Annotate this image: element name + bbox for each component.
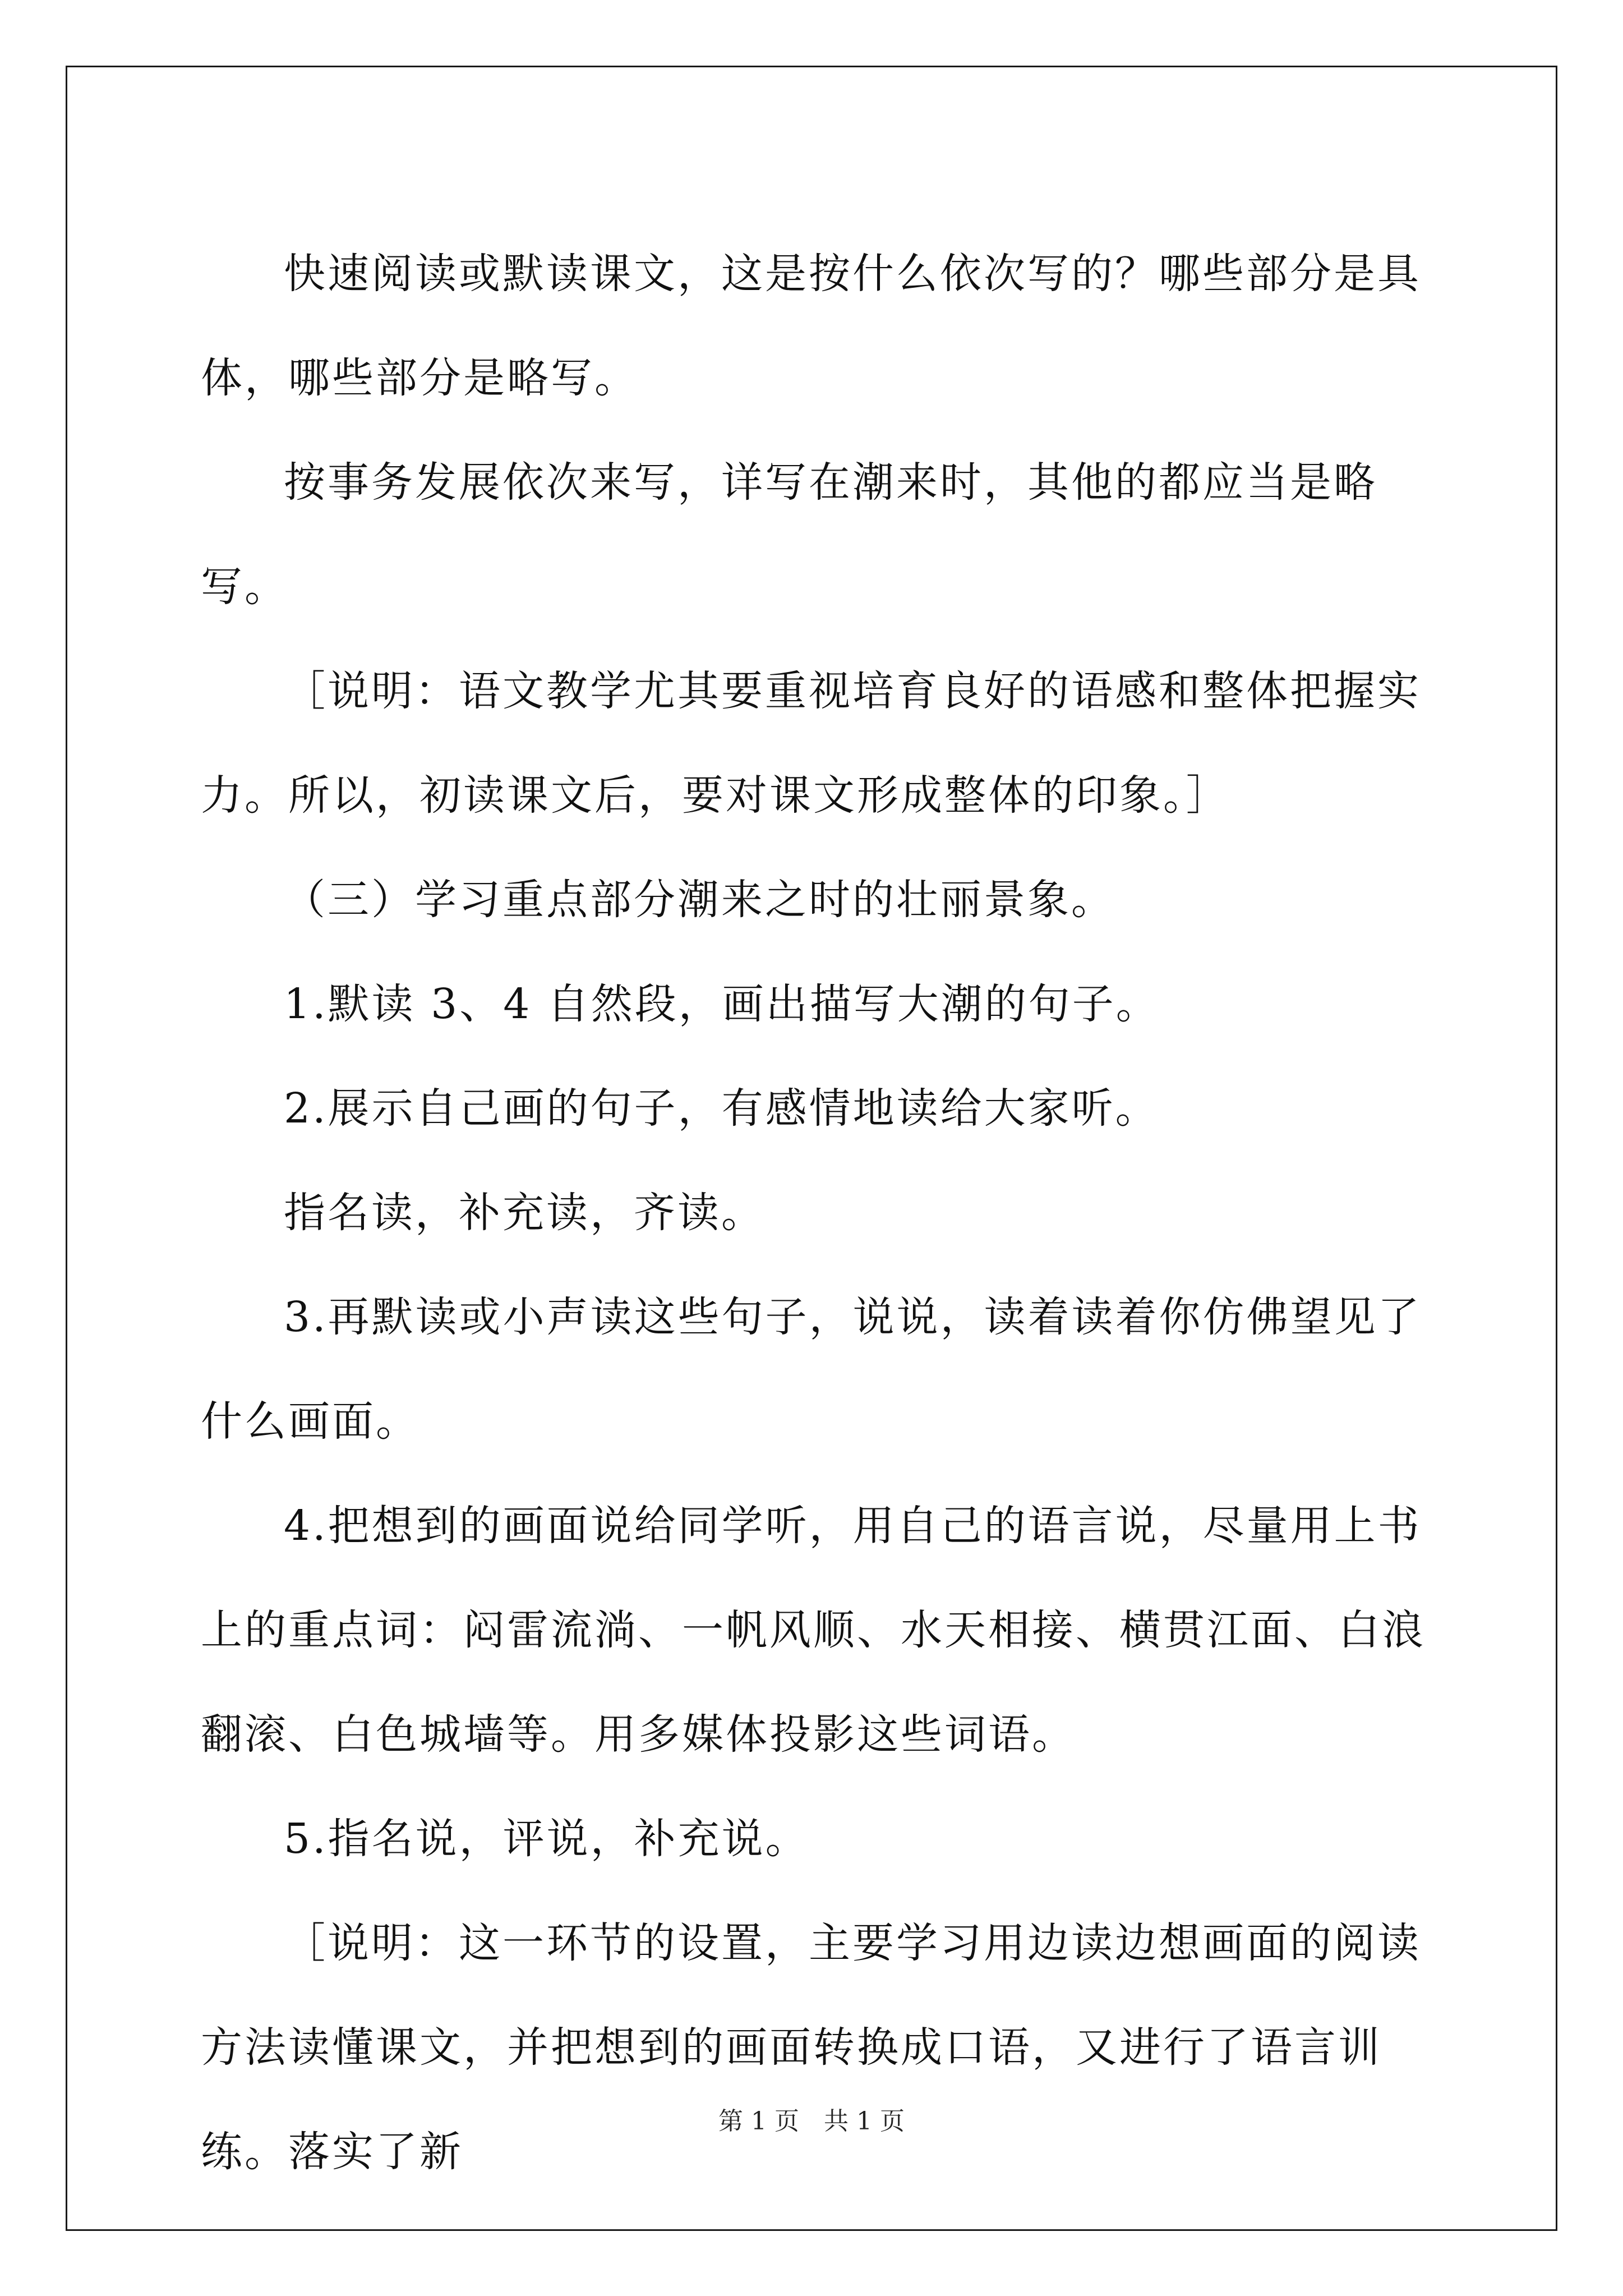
paragraph-step-1: 1.默读 3、4 自然段，画出描写大潮的句子。 bbox=[284, 980, 1160, 1028]
paragraph-note-1: ［说明：语文教学尤其要重视培育良好的语感和整体把握实力。所以，初读课文后，要对课文形成整体的印象。］ bbox=[201, 667, 1421, 820]
paragraph-step-2-detail: 指名读，补充读，齐读。 bbox=[284, 1189, 765, 1237]
paragraph-step-4: 4.把想到的画面说给同学听，用自己的语言说，尽量用上书上的重点词：闷雷流淌、一帆风顺、水天相接、横贯江面、白浪翻滚、白色城墙等。用多媒体投影这些词语。 bbox=[201, 1502, 1426, 1759]
paragraph-step-3: 3.再默读或小声读这些句子，说说，读着读着你仿佛望见了什么画面。 bbox=[201, 1293, 1422, 1446]
paragraph-reading-answer: 按事务发展依次来写，详写在潮来时，其他的都应当是略写。 bbox=[201, 458, 1377, 611]
page-footer bbox=[0, 2101, 1623, 2137]
paragraph-reading-question: 快速阅读或默读课文，这是按什么依次写的？哪些部分是具体，哪些部分是略写。 bbox=[201, 250, 1421, 402]
document-body bbox=[201, 222, 1428, 2204]
page-number: 第 1 页 bbox=[718, 2107, 799, 2136]
paragraph-step-5: 5.指名说，评说，补充说。 bbox=[284, 1815, 809, 1863]
paragraph-step-2: 2.展示自己画的句子，有感情地读给大家听。 bbox=[284, 1084, 1159, 1133]
paragraph-note-2: ［说明：这一环节的设置，主要学习用边读边想画面的阅读方法读懂课文，并把想到的画面转换成口语，又进行了语言训练。落实了新 bbox=[201, 1919, 1421, 2176]
paragraph-section-heading: （三）学习重点部分潮来之时的壮丽景象。 bbox=[284, 876, 1115, 924]
page-total: 共 1 页 bbox=[824, 2107, 905, 2136]
